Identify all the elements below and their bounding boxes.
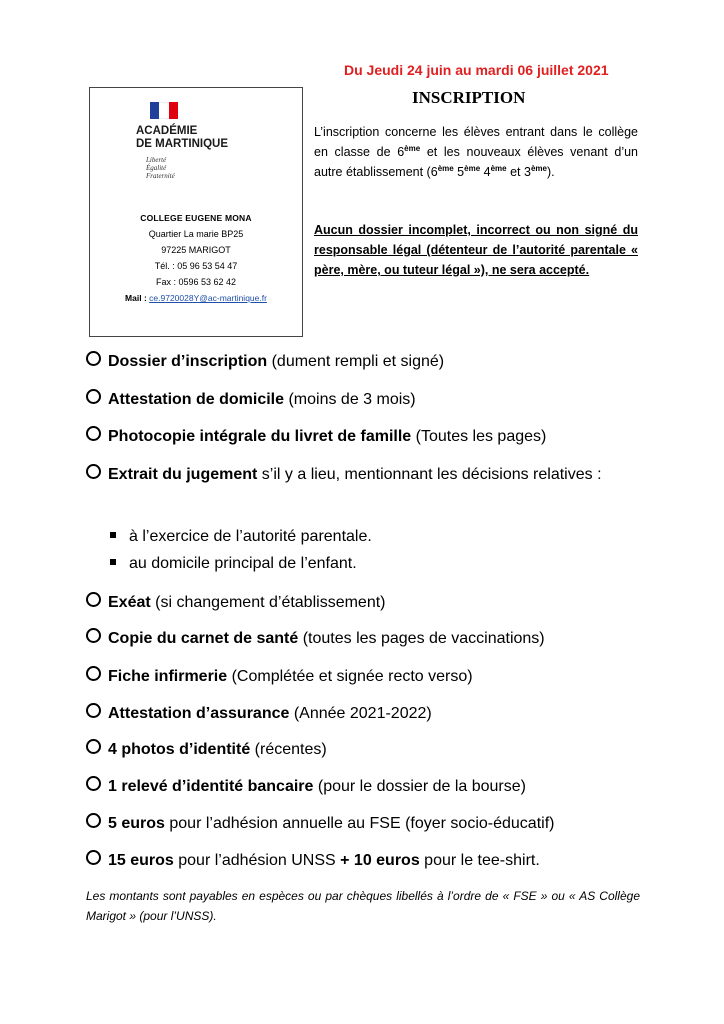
item-title: Dossier d’inscription (108, 353, 268, 370)
item-detail: pour l’adhésion UNSS (173, 852, 341, 869)
item-title: Attestation de domicile (108, 391, 285, 408)
intro-paragraph (314, 122, 638, 182)
circle-bullet-icon (86, 739, 101, 754)
academy-line-1: ACADÉMIE (136, 125, 198, 137)
college-logo-box (89, 87, 303, 337)
superscript: ème (464, 163, 481, 173)
circle-bullet-icon (86, 592, 101, 607)
superscript: ème (437, 163, 454, 173)
intro-text: 4 (480, 165, 491, 179)
sub-bullet (110, 527, 372, 547)
intro-text: et 3 (506, 165, 531, 179)
address-line-1: Quartier La marie BP25 (148, 229, 244, 239)
fax-number: Fax : 0596 53 62 42 (155, 277, 237, 287)
superscript: ème (490, 163, 507, 173)
item-title: 5 euros (108, 815, 165, 832)
list-item (86, 813, 554, 834)
payment-note: Les montants sont payables en espèces ou par chèques libellés à l’ordre de « FSE » ou « AS Collège Marigot » (pour l’UNSS). (86, 889, 640, 923)
college-name: COLLEGE EUGENE MONA (140, 213, 252, 223)
date-range: Du Jeudi 24 juin au mardi 06 juillet 2021 (344, 62, 609, 78)
item-title: Extrait du jugement (108, 466, 258, 483)
intro-text: et les nouveaux élèves venant d’un autre établissement (6 (314, 145, 639, 179)
address-line-2: 97225 MARIGOT (161, 245, 231, 255)
item-detail: (récentes) (250, 741, 327, 758)
list-item (86, 592, 385, 613)
item-detail: (Année 2021-2022) (289, 705, 432, 722)
college-contact (90, 210, 302, 306)
item-title: Exéat (108, 594, 151, 611)
item-detail: (toutes les pages de vaccinations) (298, 630, 545, 647)
item-detail: (pour le dossier de la bourse) (313, 778, 526, 795)
mail-line (90, 290, 302, 306)
academy-name (136, 125, 228, 151)
circle-bullet-icon (86, 666, 101, 681)
circle-bullet-icon (86, 813, 101, 828)
circle-bullet-icon (86, 628, 101, 643)
circle-bullet-icon (86, 776, 101, 791)
page-title: INSCRIPTION (412, 88, 526, 107)
square-bullet-icon (110, 559, 116, 565)
item-title: 4 photos d’identité (108, 741, 251, 758)
mail-label: Mail : (125, 293, 147, 303)
item-title: Attestation d’assurance (108, 705, 290, 722)
marianne-flag-icon (150, 102, 178, 119)
list-item (86, 776, 526, 797)
item-title: Copie du carnet de santé (108, 630, 299, 647)
item-title: Fiche infirmerie (108, 668, 228, 685)
phone-number: Tél. : 05 96 53 54 47 (154, 261, 238, 271)
mail-link[interactable]: ce.9720028Y@ac-martinique.fr (149, 293, 267, 303)
item-detail: pour l’adhésion annuelle au FSE (foyer socio-éducatif) (164, 815, 555, 832)
circle-bullet-icon (86, 426, 101, 441)
item-title: 15 euros (108, 852, 174, 869)
circle-bullet-icon (86, 703, 101, 718)
superscript: ème (530, 163, 547, 173)
intro-text: ). (546, 165, 555, 179)
item-detail: s’il y a lieu, mentionnant les décisions relatives : (257, 466, 602, 483)
list-item (86, 703, 432, 724)
item-title: 1 relevé d’identité bancaire (108, 778, 314, 795)
item-detail: (Toutes les pages) (411, 428, 547, 445)
intro-text: 5 (453, 165, 465, 179)
item-title-extra: + 10 euros (340, 852, 420, 869)
republic-motto (146, 156, 175, 180)
list-item (86, 850, 540, 871)
list-item (86, 462, 646, 488)
motto-liberte: Liberté (146, 156, 167, 164)
circle-bullet-icon (86, 351, 101, 366)
sub-bullet-text: au domicile principal de l’enfant. (129, 555, 357, 572)
item-detail: (Complétée et signée recto verso) (227, 668, 473, 685)
item-detail-extra: pour le tee-shirt. (419, 852, 540, 869)
circle-bullet-icon (86, 850, 101, 865)
intro-text: L’inscription concerne les élèves entrant dans le collège en classe de 6 (314, 125, 638, 159)
circle-bullet-icon (86, 464, 101, 479)
item-detail: (dument rempli et signé) (267, 353, 445, 370)
item-detail: (si changement d’établissement) (150, 594, 386, 611)
list-item (86, 351, 444, 372)
sub-bullet (110, 554, 357, 574)
academy-line-2: DE MARTINIQUE (136, 138, 228, 150)
motto-egalite: Égalité (146, 164, 167, 172)
sub-bullet-text: à l’exercice de l’autorité parentale. (129, 528, 372, 545)
list-item (86, 739, 327, 760)
list-item (86, 426, 546, 447)
warning-paragraph: Aucun dossier incomplet, incorrect ou non signé du responsable légal (détenteur de l’autorité parentale « père, mère, ou tuteur légal »), ne sera accepté. (314, 223, 638, 277)
square-bullet-icon (110, 532, 116, 538)
list-item (86, 666, 473, 687)
item-title: Photocopie intégrale du livret de famille (108, 428, 412, 445)
circle-bullet-icon (86, 389, 101, 404)
list-item (86, 389, 416, 410)
superscript: ème (404, 143, 421, 153)
list-item (86, 628, 545, 649)
motto-fraternite: Fraternité (146, 172, 175, 180)
item-detail: (moins de 3 mois) (284, 391, 416, 408)
